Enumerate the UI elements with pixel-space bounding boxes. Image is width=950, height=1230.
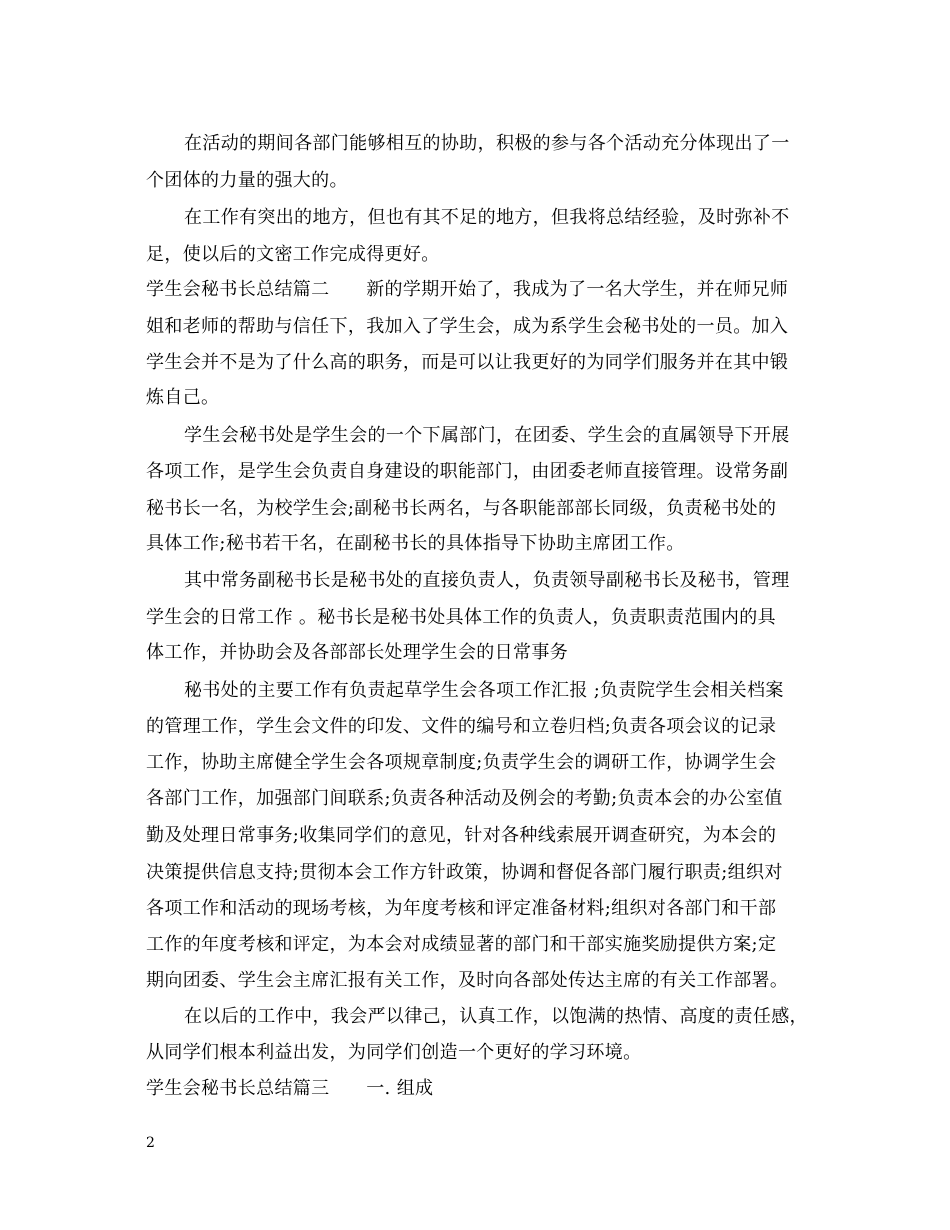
section-heading-line: 学生会秘书长总结篇三 一. 组成 <box>146 1078 434 1099</box>
text-line: 炼自己。 <box>146 387 220 408</box>
text-line: 在活动的期间各部门能够相互的协助，积极的参与各个活动充分体现出了一 <box>184 133 790 154</box>
text-line: 从同学们根本利益出发，为同学们创造一个更好的学习环境。 <box>146 1042 642 1063</box>
text-line: 各项工作，是学生会负责自身建设的职能部门，由团委老师直接管理。设常务副 <box>146 461 789 482</box>
page-number: 2 <box>146 1135 155 1151</box>
text-line: 学生会并不是为了什么高的职务，而是可以让我更好的为同学们服务并在其中锻 <box>146 352 789 373</box>
text-line: 各部门工作，加强部门间联系;负责各种活动及例会的考勤;负责本会的办公室值 <box>146 788 783 809</box>
text-line: 秘书处的主要工作有负责起草学生会各项工作汇报 ;负责院学生会相关档案 <box>184 680 784 701</box>
text-line: 体工作，并协助会及各部部长处理学生会的日常事务 <box>146 642 569 663</box>
text-line: 工作，协助主席健全学生会各项规章制度;负责学生会的调研工作，协调学生会 <box>146 752 777 773</box>
text-line: 姐和老师的帮助与信任下，我加入了学生会，成为系学生会秘书处的一员。加入 <box>146 316 789 337</box>
text-line: 期向团委、学生会主席汇报有关工作，及时向各部处传达主席的有关工作部署。 <box>146 970 789 991</box>
text-line: 足，使以后的文密工作完成得更好。 <box>146 244 440 265</box>
text-line: 各项工作和活动的现场考核，为年度考核和评定准备材料;组织对各部门和干部 <box>146 898 777 919</box>
text-line: 的管理工作，学生会文件的印发、文件的编号和立卷归档;负责各项会议的记录 <box>146 716 777 737</box>
text-line: 决策提供信息支持;贯彻本会工作方针政策，协调和督促各部门履行职责;组织对 <box>146 862 783 883</box>
text-line: 学生会的日常工作 。秘书长是秘书处具体工作的负责人，负责职责范围内的具 <box>146 607 776 628</box>
text-line: 具体工作;秘书若干名，在副秘书长的具体指导下协助主席团工作。 <box>146 533 685 554</box>
text-line: 学生会秘书处是学生会的一个下属部门，在团委、学生会的直属领导下开展 <box>184 425 790 446</box>
text-line: 在工作有突出的地方，但也有其不足的地方，但我将总结经验，及时弥补不 <box>184 207 790 228</box>
text-line: 其中常务副秘书长是秘书处的直接负责人，负责领导副秘书长及秘书，管理 <box>184 570 790 591</box>
text-line: 秘书长一名，为校学生会;副秘书长两名，与各职能部部长同级，负责秘书处的 <box>146 498 777 519</box>
text-line: 工作的年度考核和评定，为本会对成绩显著的部门和干部实施奖励提供方案;定 <box>146 934 777 955</box>
text-line: 勤及处理日常事务;收集同学们的意见，针对各种线索展开调查研究，为本会的 <box>146 825 777 846</box>
text-line: 在以后的工作中，我会严以律己，认真工作，以饱满的热情、高度的责任感， <box>184 1006 808 1027</box>
section-heading-line: 学生会秘书长总结篇二 新的学期开始了，我成为了一名大学生，并在师兄师 <box>146 279 789 300</box>
text-line: 个团体的力量的强大的。 <box>146 170 348 191</box>
